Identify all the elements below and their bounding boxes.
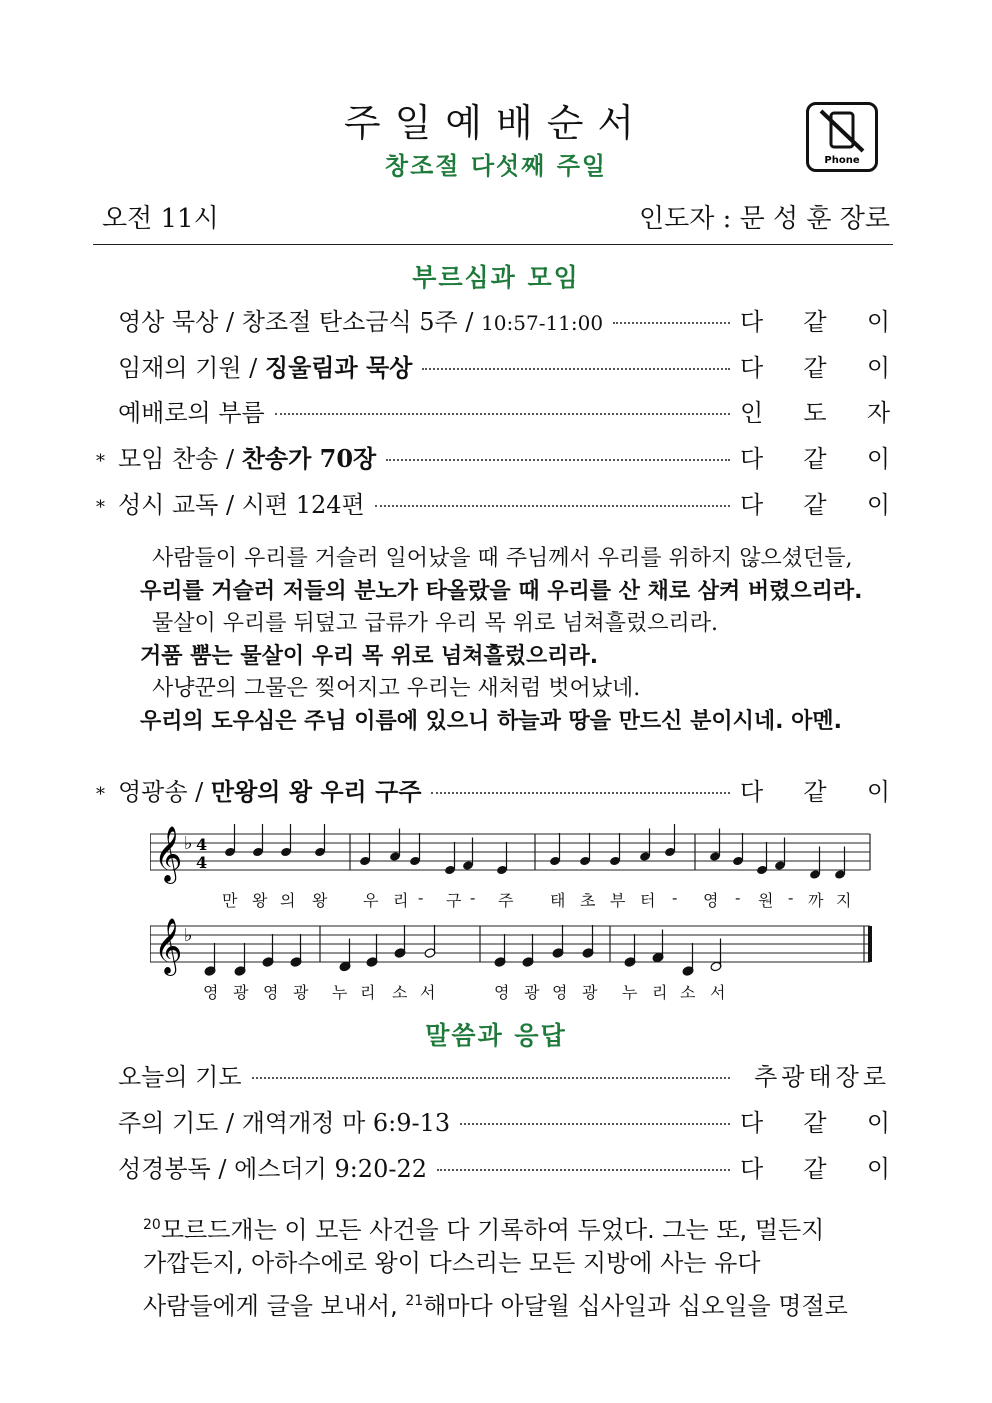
lyric-syllable: - — [672, 888, 679, 907]
lyric-syllable: 소 — [680, 983, 697, 1002]
item-label: 예배로의 부름 — [118, 399, 265, 427]
lyric-syllable: 원 — [758, 891, 775, 910]
lyric-syllable: 영 — [703, 891, 720, 910]
lyric-syllable: 광 — [582, 983, 599, 1002]
lyric-syllable: 왕 — [252, 891, 269, 910]
item-time: 10:57-11:00 — [481, 311, 604, 335]
standing-mark: * — [96, 497, 105, 518]
score-lyrics-line1 — [0, 888, 992, 912]
service-leader: 인도자 : 문 성 훈 장로 — [638, 204, 890, 234]
order-item-prayer — [96, 1057, 890, 1093]
time-signature: 4 — [196, 835, 208, 854]
lyric-syllable: - — [470, 888, 477, 907]
psalm-lead-line: 사냥꾼의 그물은 찢어지고 우리는 새처럼 벗어났네. — [152, 676, 641, 701]
item-who: 이 — [866, 1109, 890, 1137]
lyric-syllable: 까 — [808, 891, 825, 910]
item-who: 같 — [803, 778, 827, 806]
item-who: 도 — [803, 399, 827, 427]
dot-leader — [431, 792, 730, 794]
item-who: 이 — [866, 308, 890, 336]
flat-icon: ♭ — [184, 925, 193, 946]
item-who: 같 — [803, 1109, 827, 1137]
treble-clef-icon: 𝄞 — [154, 826, 183, 882]
verse-number: 21 — [405, 1293, 424, 1309]
item-who: 이 — [866, 491, 890, 519]
scripture-line: 가깝든지, 아하수에로 왕이 다스리는 모든 지방에 사는 유다 — [143, 1249, 761, 1277]
dot-leader — [275, 413, 730, 415]
order-item-hymn — [96, 439, 890, 475]
item-who: 이 — [866, 778, 890, 806]
header-divider — [93, 244, 893, 245]
lyric-syllable: 서 — [710, 983, 727, 1002]
standing-mark: * — [96, 451, 105, 472]
scripture-text — [143, 1206, 903, 1320]
lyric-syllable: 리 — [393, 891, 410, 910]
item-who: 같 — [803, 1155, 827, 1183]
item-who: 인 — [740, 399, 764, 427]
treble-clef-icon: 𝄞 — [154, 918, 183, 974]
item-who: 이 — [866, 1155, 890, 1183]
lyric-syllable: 부 — [610, 891, 627, 910]
item-who: 다 — [740, 354, 764, 382]
order-item-presence — [96, 348, 890, 384]
item-label: 주의 기도 / 개역개정 마 6:9-13 — [118, 1109, 451, 1137]
lyric-syllable: 리 — [652, 983, 669, 1002]
verse-number: 20 — [143, 1217, 161, 1233]
lyric-syllable: 소 — [392, 983, 409, 1002]
item-who: 추광태장로 — [754, 1063, 890, 1091]
item-who: 다 — [740, 445, 764, 473]
lyric-syllable: 영 — [263, 983, 280, 1002]
section-gathering: 부르심과 모임 — [412, 263, 580, 292]
lyric-syllable: 초 — [580, 891, 597, 910]
lyric-syllable: 영 — [552, 983, 569, 1002]
item-who: 같 — [803, 308, 827, 336]
item-who: 다 — [740, 308, 764, 336]
dot-leader — [460, 1123, 730, 1125]
lyric-syllable: 태 — [550, 891, 567, 910]
lyric-syllable: 지 — [836, 891, 853, 910]
item-label: 임재의 기원 / — [118, 354, 265, 382]
lyric-syllable: 구 — [446, 891, 463, 910]
dot-leader — [437, 1169, 730, 1171]
item-label: 영광송 / — [118, 778, 211, 806]
lyric-syllable: 영 — [494, 983, 511, 1002]
psalm-response-line: 거품 뿜는 물살이 우리 목 위로 넘쳐흘렀으리라. — [140, 643, 599, 669]
psalm-reading — [140, 543, 900, 738]
dot-leader — [386, 459, 730, 461]
section-word: 말씀과 응답 — [425, 1021, 567, 1050]
item-who: 같 — [803, 354, 827, 382]
lyric-syllable: 우 — [363, 891, 380, 910]
dot-leader — [613, 322, 730, 324]
score-lyrics-line2 — [0, 980, 992, 1004]
lyric-syllable: - — [735, 888, 742, 907]
lyric-syllable: 누 — [622, 983, 639, 1002]
item-who: 다 — [740, 1109, 764, 1137]
dot-leader — [422, 368, 730, 370]
item-label: 성시 교독 / 시편 124편 — [118, 491, 365, 519]
psalm-lead-line: 물살이 우리를 뒤덮고 급류가 우리 목 위로 넘쳐흘렀으리라. — [152, 611, 718, 636]
scripture-line: $^{20}$모르드개는 이 모든 사건을 다 기록하여 두었다. 그는 또, 멀든지 — [143, 1216, 825, 1244]
order-item-gloria — [96, 772, 890, 808]
no-phone-icon — [806, 102, 878, 172]
dot-leader — [375, 505, 730, 507]
lyric-syllable: 광 — [233, 983, 250, 1002]
lyric-syllable: - — [418, 888, 425, 907]
item-who: 이 — [866, 445, 890, 473]
lyric-syllable: 왕 — [312, 891, 329, 910]
item-who: 자 — [866, 399, 890, 427]
lyric-syllable: - — [788, 888, 795, 907]
scripture-line: 사람들에게 글을 보내서, $^{21}$해마다 아달월 십사일과 십오일을 명절로 — [143, 1292, 848, 1320]
service-time: 오전 11시 — [102, 204, 219, 234]
lyric-syllable: 주 — [498, 891, 515, 910]
psalm-response-line: 우리를 거슬러 저들의 분노가 타올랐을 때 우리를 산 채로 삼켜 버렸으리라. — [140, 578, 863, 604]
item-who: 다 — [740, 491, 764, 519]
item-label-bold: 찬송가 70장 — [241, 444, 377, 473]
page-title: 주일예배순서 — [343, 101, 649, 145]
lyric-syllable: 광 — [293, 983, 310, 1002]
item-label: 모임 찬송 / — [118, 445, 242, 473]
order-item-reading — [96, 1149, 890, 1185]
page-subtitle: 창조절 다섯째 주일 — [384, 152, 608, 180]
item-label: 오늘의 기도 — [118, 1063, 242, 1091]
lyric-syllable: 광 — [524, 983, 541, 1002]
phone-label: Phone — [824, 155, 860, 166]
item-label: 영상 묵상 / 창조절 탄소금식 5주 / — [118, 308, 482, 336]
item-who: 이 — [866, 354, 890, 382]
order-item-lords-prayer — [96, 1103, 890, 1139]
time-signature: 4 — [196, 853, 208, 872]
item-who: 다 — [740, 778, 764, 806]
psalm-response-line: 우리의 도우심은 주님 이름에 있으니 하늘과 땅을 만드신 분이시네. 아멘. — [140, 708, 842, 734]
order-item-psalm — [96, 485, 890, 521]
flat-icon: ♭ — [184, 833, 193, 854]
lyric-syllable: 서 — [420, 983, 437, 1002]
lyric-syllable: 영 — [203, 983, 220, 1002]
order-item-call — [96, 393, 890, 429]
psalm-lead-line: 사람들이 우리를 거슬러 일어났을 때 주님께서 우리를 위하지 않으셨던들, — [152, 546, 853, 571]
item-who: 같 — [803, 445, 827, 473]
lyric-syllable: 의 — [280, 891, 297, 910]
item-who: 다 — [740, 1155, 764, 1183]
lyric-syllable: 누 — [332, 983, 349, 1002]
lyric-syllable: 터 — [640, 891, 657, 910]
item-label: 성경봉독 / 에스더기 9:20-22 — [118, 1155, 427, 1183]
item-who: 같 — [803, 491, 827, 519]
standing-mark: * — [96, 784, 105, 805]
order-item-meditation — [96, 302, 890, 338]
lyric-syllable: 리 — [360, 983, 377, 1002]
lyric-syllable: 만 — [222, 891, 239, 910]
item-label-bold: 만왕의 왕 우리 구주 — [210, 777, 422, 806]
dot-leader — [252, 1077, 730, 1079]
item-label-bold: 징울림과 묵상 — [264, 353, 413, 382]
